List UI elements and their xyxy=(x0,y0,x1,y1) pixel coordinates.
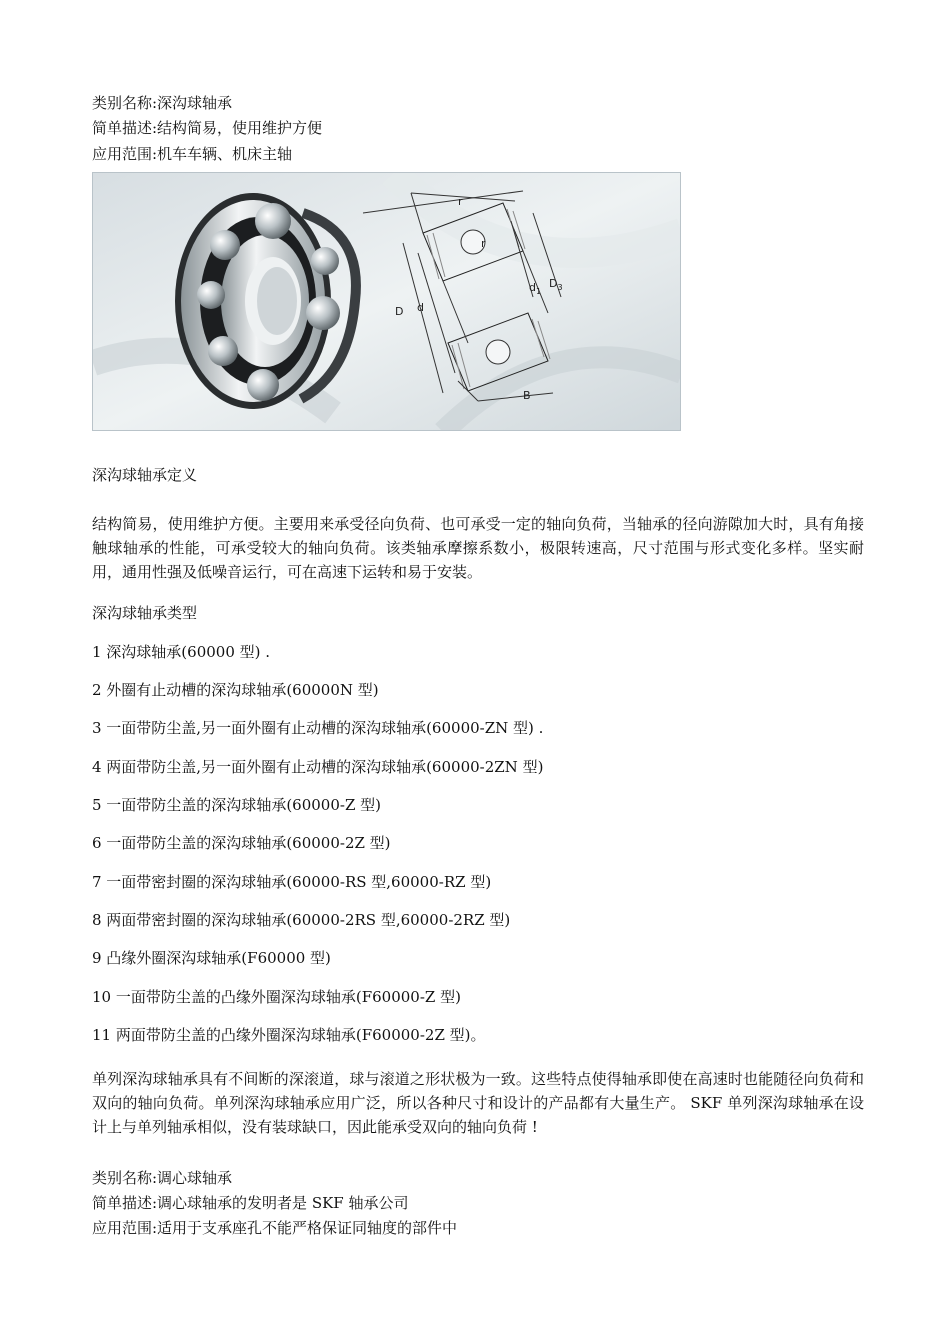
label-D: D xyxy=(395,305,404,318)
type-item-11: 11 两面带防尘盖的凸缘外圈深沟球轴承(F60000-2Z 型)。 xyxy=(92,1026,486,1044)
short-description-1: 简单描述:结构简易，使用维护方便 xyxy=(92,119,323,137)
label-B: B xyxy=(523,389,531,402)
category-name-2: 类别名称:调心球轴承 xyxy=(92,1169,233,1187)
bearing-illustration xyxy=(175,193,356,409)
category-name-1: 类别名称:深沟球轴承 xyxy=(92,94,233,112)
type-item-5: 5 一面带防尘盖的深沟球轴承(60000-Z 型) xyxy=(92,796,381,814)
type-item-10: 10 一面带防尘盖的凸缘外圈深沟球轴承(F60000-Z 型) xyxy=(92,988,461,1006)
definition-body: 结构简易，使用维护方便。主要用来承受径向负荷、也可承受一定的轴向负荷，当轴承的径向游隙加大时，具有角接触球轴承的性能，可承受较大的轴向负荷。该类轴承摩擦系数小，极限转速高，尺寸范围与形式变化多样。坚实耐用，通用性强及低噪音运行，可在高速下运转和易于安装。 xyxy=(92,515,864,581)
types-heading: 深沟球轴承类型 xyxy=(92,604,198,622)
application-scope-2: 应用范围:适用于支承座孔不能严格保证同轴度的部件中 xyxy=(92,1219,458,1237)
type-item-2: 2 外圈有止动槽的深沟球轴承(60000N 型) xyxy=(92,681,379,699)
label-d: d xyxy=(417,301,424,314)
type-item-3: 3 一面带防尘盖,另一面外圈有止动槽的深沟球轴承(60000-ZN 型) . xyxy=(92,719,544,737)
label-d1: $d_1$ xyxy=(529,281,542,296)
label-r-top: r xyxy=(458,195,463,208)
summary-body: 单列深沟球轴承具有不间断的深滚道，球与滚道之形状极为一致。这些特点使得轴承即使在高速时也能随径向负荷和双向的轴向负荷。单列深沟球轴承应用广泛，所以各种尺寸和设计的产品都有大量生产。 SKF 单列深沟球轴承在设计上与单列轴承相似，没有装球缺口，因此能承受双向的轴向负荷 ! xyxy=(92,1070,864,1136)
type-item-8: 8 两面带密封圈的深沟球轴承(60000-2RS 型,60000-2RZ 型) xyxy=(92,911,511,929)
short-description-2: 简单描述:调心球轴承的发明者是 SKF 轴承公司 xyxy=(92,1194,409,1212)
label-r-mid: r xyxy=(481,237,486,250)
type-item-9: 9 凸缘外圈深沟球轴承(F60000 型) xyxy=(92,949,331,967)
type-item-6: 6 一面带防尘盖的深沟球轴承(60000-2Z 型) xyxy=(92,834,391,852)
application-scope-1: 应用范围:机车车辆、机床主轴 xyxy=(92,145,293,163)
bearing-image xyxy=(92,172,681,431)
type-item-1: 1 深沟球轴承(60000 型) . xyxy=(92,643,271,661)
type-item-7: 7 一面带密封圈的深沟球轴承(60000-RS 型,60000-RZ 型) xyxy=(92,873,492,891)
type-item-4: 4 两面带防尘盖,另一面外圈有止动槽的深沟球轴承(60000-2ZN 型) xyxy=(92,758,544,776)
definition-heading: 深沟球轴承定义 xyxy=(92,466,198,484)
label-D3: $D_3$ xyxy=(549,277,563,292)
